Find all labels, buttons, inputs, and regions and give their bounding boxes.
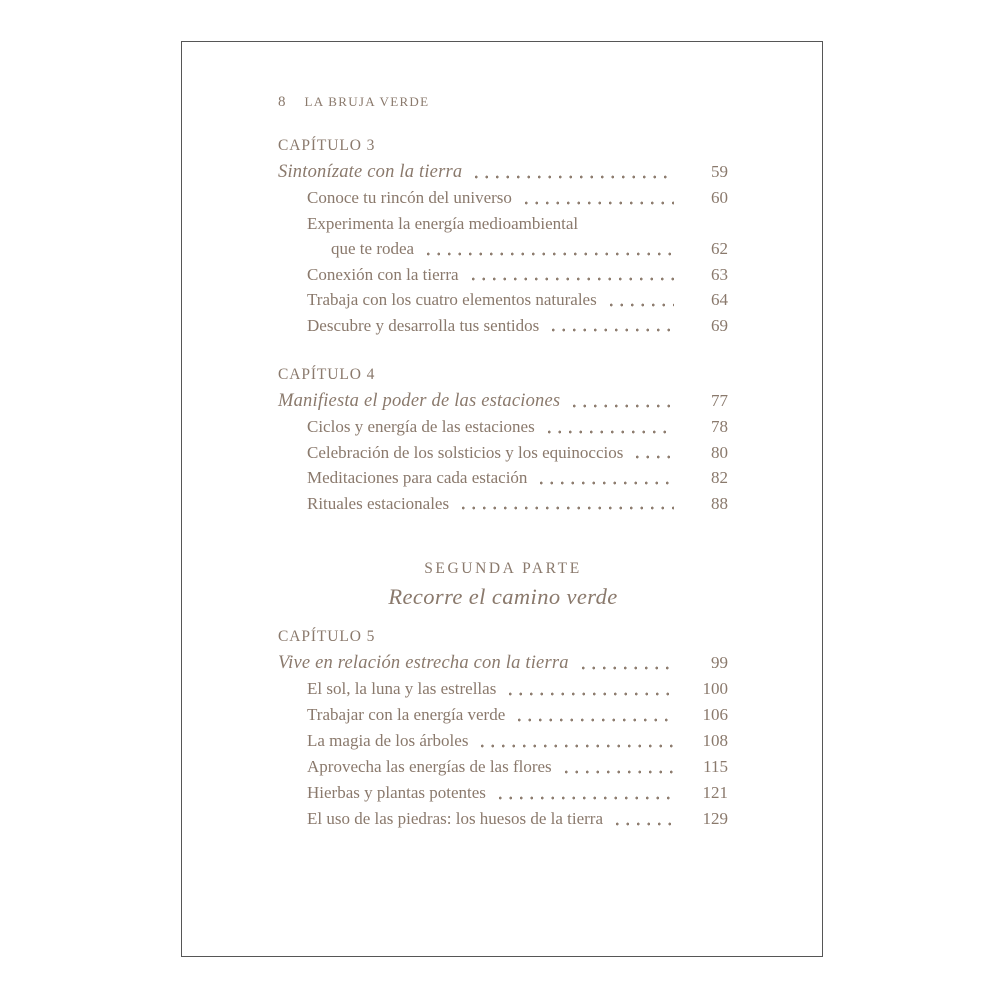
toc-entry-row <box>278 414 728 440</box>
toc-entry-row <box>278 728 728 754</box>
toc-page-number: 63 <box>711 264 728 284</box>
toc-entry-title: La magia de los árboles <box>307 730 469 750</box>
chapter-label: CAPÍTULO 5 <box>278 628 376 645</box>
dot-leader <box>604 287 674 313</box>
toc-entry-row <box>278 702 728 728</box>
toc-page-number: 129 <box>702 808 728 828</box>
toc-entry-row <box>278 676 728 702</box>
toc-page-number: 69 <box>711 315 728 335</box>
toc-entry-title: Rituales estacionales <box>307 493 450 513</box>
toc-chapter-title: Sintonízate con la tierra <box>278 161 463 182</box>
dot-leader <box>534 465 674 491</box>
chapter-3-block <box>278 133 728 338</box>
toc-entry-row <box>278 287 728 313</box>
toc-entry-row <box>278 754 728 780</box>
dot-leader <box>542 414 674 440</box>
toc-entry-title: Conexión con la tierra <box>307 264 459 284</box>
toc-chapter-title-row <box>278 650 728 676</box>
dot-leader <box>630 440 674 466</box>
running-head-book-title: LA BRUJA VERDE <box>304 94 430 109</box>
toc-entry-title: El sol, la luna y las estrellas <box>307 678 497 698</box>
toc-chapter-title-row <box>278 159 728 186</box>
dot-leader <box>475 728 674 754</box>
toc-page-number: 115 <box>703 756 728 776</box>
toc-entry-title: Hierbas y plantas potentes <box>307 782 486 802</box>
running-head <box>278 93 728 111</box>
toc-entry-title: Descubre y desarrolla tus sentidos <box>307 315 540 335</box>
toc-page-number: 106 <box>702 704 728 724</box>
toc-entry-row <box>278 780 728 806</box>
toc-entry-row <box>278 236 728 262</box>
toc-entry-title: Celebración de los solsticios y los equinoccios <box>307 442 624 462</box>
chapter-label: CAPÍTULO 3 <box>278 137 376 154</box>
toc-entry-multiline <box>278 211 728 262</box>
toc-entry-title: El uso de las piedras: los huesos de la tierra <box>307 808 604 828</box>
dot-leader <box>421 236 674 262</box>
part-title: Recorre el camino verde <box>388 584 618 609</box>
dot-leader <box>519 185 674 211</box>
running-head-folio: 8 <box>278 94 286 110</box>
dot-leader <box>512 702 674 728</box>
toc-entry-title: Aprovecha las energías de las flores <box>307 756 552 776</box>
dot-leader <box>466 262 674 288</box>
book-toc-page <box>181 41 823 957</box>
part-divider <box>278 556 728 612</box>
dot-leader <box>456 491 674 517</box>
chapter-4-block <box>278 362 728 516</box>
toc-entry-title-line2: que te rodea <box>331 239 415 258</box>
toc-page-number: 100 <box>702 678 728 698</box>
toc-entry-row <box>278 465 728 491</box>
toc-entry-title: Trabaja con los cuatro elementos naturales <box>307 290 597 309</box>
toc-page-number: 78 <box>711 417 728 436</box>
dot-leader <box>610 806 674 832</box>
toc-page-number: 59 <box>711 161 728 181</box>
dot-leader <box>559 754 674 780</box>
toc-entry-row <box>278 440 728 466</box>
toc-entry-row <box>278 806 728 832</box>
toc-page-number: 80 <box>711 442 728 462</box>
toc-page-number: 121 <box>702 782 728 802</box>
dot-leader <box>493 780 674 806</box>
toc-entry-row <box>278 313 728 339</box>
dot-leader <box>567 388 674 415</box>
toc-page-number: 88 <box>711 493 728 513</box>
toc-entry-title: Meditaciones para cada estación <box>307 468 528 487</box>
toc-page-number: 82 <box>711 468 728 487</box>
toc-page-number: 99 <box>711 652 728 672</box>
dot-leader <box>469 159 674 186</box>
toc-page-number: 108 <box>702 730 728 750</box>
toc-page-number: 77 <box>711 390 728 410</box>
toc-entry-row <box>278 491 728 517</box>
dot-leader <box>576 650 674 676</box>
chapter-5-block <box>278 624 728 832</box>
toc-chapter-title: Manifiesta el poder de las estaciones <box>278 390 561 411</box>
toc-entry-title-line1: Experimenta la energía medioambiental <box>307 213 579 233</box>
toc-chapter-title: Vive en relación estrecha con la tierra <box>278 652 569 673</box>
dot-leader <box>503 676 674 702</box>
toc-page-number: 62 <box>711 239 728 258</box>
toc-page-number: 64 <box>711 290 728 309</box>
toc-entry-title: Ciclos y energía de las estaciones <box>307 417 535 436</box>
toc-entry-row <box>278 262 728 288</box>
toc-entry-title: Conoce tu rincón del universo <box>307 188 512 207</box>
chapter-label: CAPÍTULO 4 <box>278 366 376 383</box>
part-label: SEGUNDA PARTE <box>424 560 582 577</box>
toc-entry-row <box>278 185 728 211</box>
dot-leader <box>546 313 674 339</box>
toc-entry-title: Trabajar con la energía verde <box>307 704 506 724</box>
toc-page-number: 60 <box>711 188 728 207</box>
toc-chapter-title-row <box>278 388 728 415</box>
